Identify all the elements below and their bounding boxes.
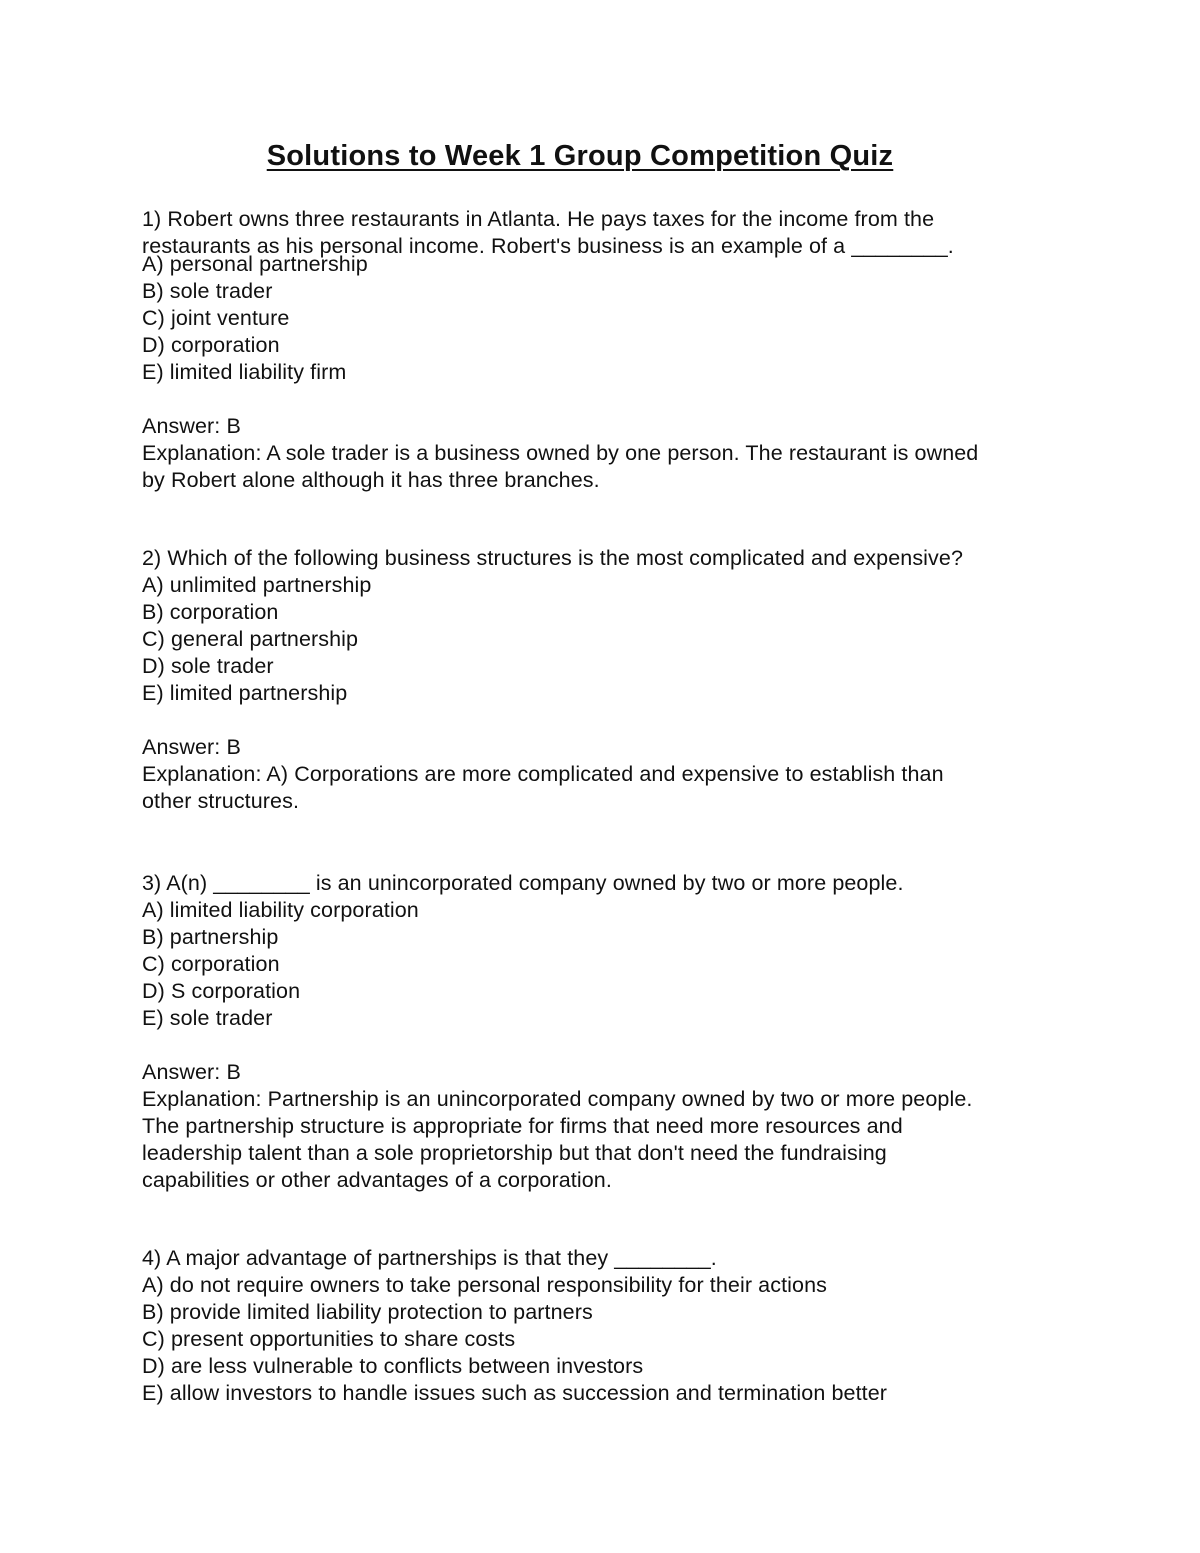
question-2-answer: Answer: B [142, 735, 241, 759]
question-3-option-a: A) limited liability corporation [142, 898, 419, 922]
page-title: Solutions to Week 1 Group Competition Quiz [266, 140, 894, 172]
question-2-option-d: D) sole trader [142, 654, 274, 678]
question-3-explanation-line-1: Explanation: Partnership is an unincorporated company owned by two or more people. [142, 1087, 973, 1111]
question-3-option-e: E) sole trader [142, 1006, 273, 1030]
question-1-option-e: E) limited liability firm [142, 360, 347, 384]
question-3-explanation-line-3: leadership talent than a sole proprietorship but that don't need the fundraising [142, 1141, 887, 1165]
question-3-answer: Answer: B [142, 1060, 241, 1084]
question-2-explanation-line-1: Explanation: A) Corporations are more complicated and expensive to establish than [142, 762, 944, 786]
question-4-prompt-line-1: 4) A major advantage of partnerships is that they ________. [142, 1246, 717, 1270]
question-2-option-e: E) limited partnership [142, 681, 348, 705]
question-1-prompt-line-2: restaurants as his personal income. Robert's business is an example of a ________. [142, 234, 954, 258]
question-2-prompt-line-1: 2) Which of the following business structures is the most complicated and expensive? [142, 546, 964, 570]
question-4-option-b: B) provide limited liability protection to partners [142, 1300, 593, 1324]
question-2-option-b: B) corporation [142, 600, 279, 624]
question-2-option-c: C) general partnership [142, 627, 359, 651]
question-1-option-d: D) corporation [142, 333, 280, 357]
question-4-option-a: A) do not require owners to take personal responsibility for their actions [142, 1273, 827, 1297]
question-1-option-a: A) personal partnership [142, 252, 368, 276]
question-4-option-c: C) present opportunities to share costs [142, 1327, 516, 1351]
question-1-prompt-line-1: 1) Robert owns three restaurants in Atlanta. He pays taxes for the income from the [142, 207, 935, 231]
question-4-option-d: D) are less vulnerable to conflicts between investors [142, 1354, 644, 1378]
question-3-option-b: B) partnership [142, 925, 279, 949]
question-3-explanation-line-2: The partnership structure is appropriate for firms that need more resources and [142, 1114, 903, 1138]
question-1-explanation-line-1: Explanation: A sole trader is a business owned by one person. The restaurant is owned [142, 441, 979, 465]
question-3-prompt-line-1: 3) A(n) ________ is an unincorporated company owned by two or more people. [142, 871, 904, 895]
question-1-option-b: B) sole trader [142, 279, 273, 303]
question-2-explanation-line-2: other structures. [142, 789, 300, 813]
question-3-option-d: D) S corporation [142, 979, 301, 1003]
question-3-option-c: C) corporation [142, 952, 280, 976]
question-1-explanation-line-2: by Robert alone although it has three branches. [142, 468, 600, 492]
question-1-option-c: C) joint venture [142, 306, 290, 330]
question-3-explanation-line-4: capabilities or other advantages of a corporation. [142, 1168, 612, 1192]
question-2-option-a: A) unlimited partnership [142, 573, 372, 597]
question-1-answer: Answer: B [142, 414, 241, 438]
question-4-option-e: E) allow investors to handle issues such as succession and termination better [142, 1381, 888, 1405]
